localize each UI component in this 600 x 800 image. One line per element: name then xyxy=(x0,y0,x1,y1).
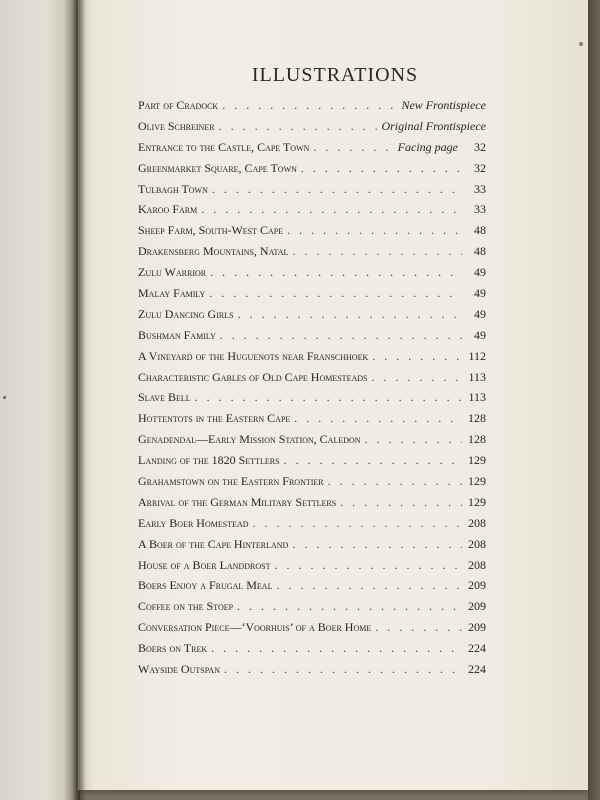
dot-leader xyxy=(274,558,462,573)
list-item xyxy=(138,307,486,328)
page-number: 128 xyxy=(468,411,486,426)
illustration-title: Wayside Outspan xyxy=(138,662,220,677)
list-item xyxy=(138,286,486,307)
dot-leader xyxy=(313,140,393,155)
illustration-title: Greenmarket Square, Cape Town xyxy=(138,160,297,175)
dot-leader xyxy=(212,182,462,197)
illustration-title: Boers Enjoy a Frugal Meal xyxy=(138,578,273,593)
illustration-title: Arrival of the German Military Settlers xyxy=(138,494,337,509)
page-number: 209 xyxy=(468,599,486,614)
dot-leader xyxy=(340,495,462,510)
dot-leader xyxy=(294,411,462,426)
dot-leader xyxy=(301,161,462,176)
illustration-title: Bushman Family xyxy=(138,327,216,342)
illustration-title: A Vineyard of the Huguenots near Franschhoek xyxy=(138,348,369,363)
illustration-title: Karoo Farm xyxy=(138,202,198,217)
dot-leader xyxy=(292,537,462,552)
dot-leader xyxy=(222,98,397,113)
list-item xyxy=(138,119,486,140)
dot-leader xyxy=(238,307,462,322)
gutter-shadow xyxy=(72,0,86,800)
page-number: 129 xyxy=(468,453,486,468)
dot-leader xyxy=(220,328,462,343)
list-item xyxy=(138,432,486,453)
illustration-title: Early Boer Homestead xyxy=(138,515,249,530)
dot-leader xyxy=(237,599,462,614)
list-item xyxy=(138,516,486,537)
page-number: 49 xyxy=(474,327,486,342)
list-item xyxy=(138,599,486,620)
illustration-title: Part of Cradock xyxy=(138,98,219,112)
illustration-title: Boers on Trek xyxy=(138,641,208,656)
illustration-title: Landing of the 1820 Settlers xyxy=(138,453,280,468)
page-number: 209 xyxy=(468,578,486,593)
illustration-title: A Boer of the Cape Hinterland xyxy=(138,536,289,551)
list-item xyxy=(138,202,486,223)
page-number: 32 xyxy=(474,139,486,154)
dot-leader xyxy=(195,390,462,405)
dot-leader xyxy=(372,349,462,364)
dot-leader xyxy=(365,432,462,447)
illustration-title: Olive Schreiner xyxy=(138,118,215,133)
illustration-title: Zulu Warrior xyxy=(138,265,207,280)
list-item xyxy=(138,662,486,683)
list-item xyxy=(138,578,486,599)
page-number: 224 xyxy=(468,662,486,677)
dot-leader xyxy=(328,474,462,489)
list-item xyxy=(138,161,486,182)
dot-leader xyxy=(224,662,462,677)
list-item xyxy=(138,641,486,662)
page-number: 208 xyxy=(468,557,486,572)
illustration-note: Original Frontispiece xyxy=(381,118,486,133)
illustration-title: Drakensberg Mountains, Natal xyxy=(138,244,289,259)
page-number: 113 xyxy=(468,390,486,405)
list-item xyxy=(138,265,486,286)
page-number: 33 xyxy=(474,202,486,217)
illustration-title: Tulbagh Town xyxy=(138,181,208,196)
dot-leader xyxy=(210,265,462,280)
page-title: ILLUSTRATIONS xyxy=(251,64,419,86)
page-speck xyxy=(3,396,6,399)
list-item xyxy=(138,349,486,370)
illustration-title: Genadendal—Early Mission Station, Caledon xyxy=(138,432,361,447)
list-item xyxy=(138,140,486,161)
list-item xyxy=(138,370,486,391)
list-item xyxy=(138,537,486,558)
illustration-title: Conversation Piece—‘Voorhuis’ of a Boer Home xyxy=(138,620,372,635)
page-number: 49 xyxy=(474,306,486,321)
page-number: 33 xyxy=(474,181,486,196)
list-item xyxy=(138,244,486,265)
list-item xyxy=(138,223,486,244)
page-number: 49 xyxy=(474,265,486,280)
page-number: 112 xyxy=(468,348,486,363)
list-item xyxy=(138,495,486,516)
dot-leader xyxy=(287,223,462,238)
list-item xyxy=(138,182,486,203)
dot-leader xyxy=(219,119,378,134)
list-item xyxy=(138,390,486,411)
dot-leader xyxy=(253,516,462,531)
dot-leader xyxy=(284,453,462,468)
illustration-title: Zulu Dancing Girls xyxy=(138,306,234,321)
illustration-title: House of a Boer Landdrost xyxy=(138,557,271,572)
page-number: 208 xyxy=(468,536,486,551)
illustration-title: Grahamstown on the Eastern Frontier xyxy=(138,474,324,489)
list-item xyxy=(138,620,486,641)
list-item xyxy=(138,98,486,119)
dot-leader xyxy=(276,578,462,593)
left-page-edge xyxy=(0,0,80,800)
list-item xyxy=(138,453,486,474)
book-cover-edge xyxy=(588,0,600,800)
list-item xyxy=(138,474,486,495)
page-number: 48 xyxy=(474,223,486,238)
illustration-note: Facing page xyxy=(397,139,458,154)
illustration-title: Characteristic Gables of Old Cape Homesteads xyxy=(138,369,368,384)
page-number: 209 xyxy=(468,620,486,635)
page-number: 128 xyxy=(468,432,486,447)
dot-leader xyxy=(209,286,462,301)
page-number: 208 xyxy=(468,515,486,530)
page-number: 113 xyxy=(468,369,486,384)
list-item xyxy=(138,558,486,579)
illustration-title: Coffee on the Stoep xyxy=(138,599,234,614)
page-number: 129 xyxy=(468,494,486,509)
illustration-title: Slave Bell xyxy=(138,390,191,405)
list-item xyxy=(138,328,486,349)
page-number: 32 xyxy=(474,160,486,175)
list-item xyxy=(138,411,486,432)
page-number: 129 xyxy=(468,474,486,489)
illustration-title: Sheep Farm, South-West Cape xyxy=(138,223,284,238)
illustration-title: Hottentots in the Eastern Cape xyxy=(138,411,291,426)
dot-leader xyxy=(211,641,462,656)
dot-leader xyxy=(292,244,462,259)
page-number: 49 xyxy=(474,286,486,301)
illustrations-list xyxy=(138,98,486,683)
page-number: 224 xyxy=(468,641,486,656)
page-speck xyxy=(579,42,583,46)
page-number: 48 xyxy=(474,244,486,259)
dot-leader xyxy=(371,370,462,385)
illustration-title: Entrance to the Castle, Cape Town xyxy=(138,139,310,154)
illustration-note: New Frontispiece xyxy=(401,98,486,112)
dot-leader xyxy=(201,202,462,217)
illustration-title: Malay Family xyxy=(138,286,206,301)
dot-leader xyxy=(375,620,462,635)
